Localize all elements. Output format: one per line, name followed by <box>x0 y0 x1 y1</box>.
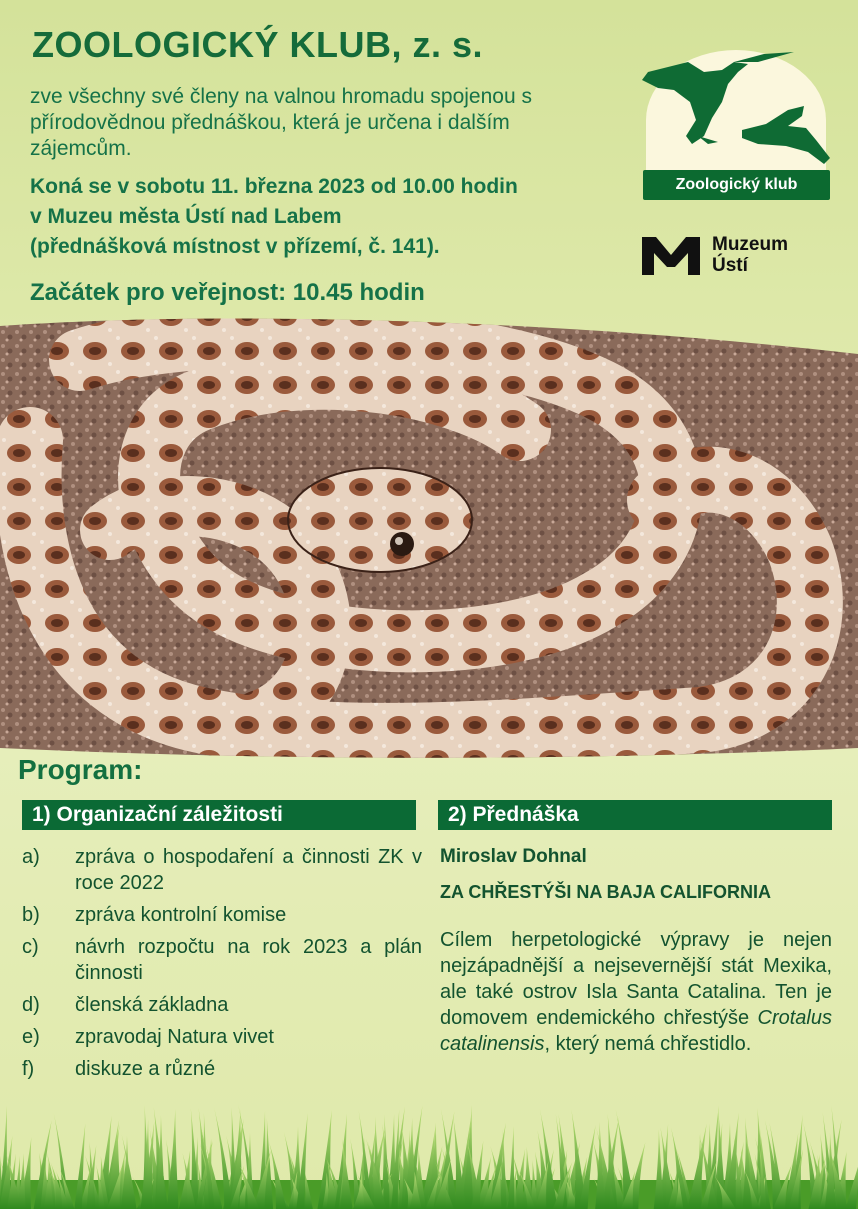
agenda-item <box>22 1024 422 1050</box>
agenda-text: členská základna <box>75 994 229 1016</box>
agenda-item <box>22 934 422 986</box>
agenda-item <box>22 992 422 1018</box>
abstract-text-1: Cílem herpetologické výpravy je nejen nejzápadnější a nejsevernější stát Mexika, ale také ostrov Isla Santa Catalina. Ten je domovem endemického chřestýše <box>440 929 832 1029</box>
lecture-speaker: Miroslav Dohnal <box>440 846 587 867</box>
section-organizational: 1) Organizační záležitosti <box>22 800 416 830</box>
muzeum-name-line-1: Muzeum <box>712 234 788 255</box>
muzeum-m-icon <box>642 237 700 275</box>
agenda-item <box>22 902 422 928</box>
agenda-marker: d) <box>22 994 40 1016</box>
lecture-title: ZA CHŘESTÝŠI NA BAJA CALIFORNIA <box>440 882 772 902</box>
rattlesnake-photo <box>0 300 858 770</box>
public-start-time: Začátek pro veřejnost: 10.45 hodin <box>30 279 425 306</box>
zoological-club-label: Zoologický klub <box>643 170 830 200</box>
program-heading: Program: <box>18 754 143 785</box>
agenda-text: návrh rozpočtu na rok 2023 a plán činnosti <box>75 936 422 984</box>
section-lecture: 2) Přednáška <box>438 800 832 830</box>
agenda-list <box>22 844 422 1088</box>
lecture-abstract <box>440 927 832 1057</box>
invitation-text: zve všechny své členy na valnou hromadu spojenou s přírodovědnou přednáškou, která je určena i dalším zájemcům. <box>30 85 532 160</box>
agenda-text: diskuze a různé <box>75 1058 216 1080</box>
event-date: Koná se v sobotu 11. března 2023 od 10.00 hodin <box>30 175 518 198</box>
event-venue: v Muzeu města Ústí nad Labem <box>30 205 342 228</box>
agenda-marker: a) <box>22 846 40 868</box>
agenda-text: zpráva kontrolní komise <box>75 904 287 926</box>
agenda-item <box>22 844 422 896</box>
muzeum-usti-logo <box>642 234 842 278</box>
agenda-marker: f) <box>22 1058 35 1080</box>
agenda-marker: c) <box>22 936 39 958</box>
snake-head <box>288 468 472 572</box>
agenda-marker: e) <box>22 1026 40 1048</box>
agenda-marker: b) <box>22 904 40 926</box>
muzeum-name-line-2: Ústí <box>712 255 748 276</box>
event-room: (přednášková místnost v přízemí, č. 141). <box>30 235 440 258</box>
muzeum-name <box>712 234 788 276</box>
species-name: Crotalus catalinensis <box>440 1007 832 1055</box>
agenda-text: zpráva o hospodaření a činnosti ZK v roce 2022 <box>75 846 422 894</box>
abstract-text-2: , který nemá chřestidlo. <box>544 1033 752 1055</box>
event-details <box>30 172 630 262</box>
agenda-item <box>22 1056 422 1082</box>
grass-decoration <box>0 1100 858 1209</box>
agenda-text: zpravodaj Natura vivet <box>75 1026 274 1048</box>
club-title: ZOOLOGICKÝ KLUB, z. s. <box>32 24 484 65</box>
